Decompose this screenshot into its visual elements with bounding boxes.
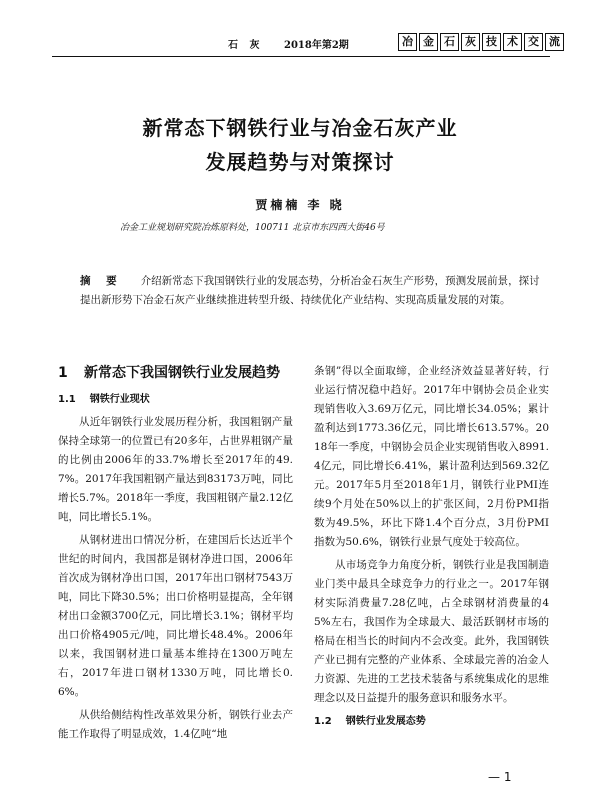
section-1-heading [58,362,293,384]
subsection-title: 钢铁行业现状 [89,394,150,405]
abstract [80,272,540,310]
column-label-char: 灰 [461,33,480,51]
subsection-number: 1.2 [314,716,332,727]
journal-name: 石 灰 [228,40,264,51]
column-label-char: 交 [524,33,543,51]
section-number: 1 [58,365,68,381]
column-label [398,33,566,51]
abstract-label: 摘 要 [80,275,123,287]
column-label-char: 冶 [398,33,417,51]
paragraph: 从钢材进出口情况分析，在建国后长达近半个世纪的时间内，我国都是钢材净进口国，2006年首次成为钢材净出口国，2017年出口钢材7543万吨，同比下降30.5%；出口价格明显提高，全年钢材出口金额3700亿元，同比增长3.1%；钢材平均出口价格4905元/吨，同比增长48.4%。2006年以来，我国钢材进口量基本维持在1300万吨左右，2017年进口钢材1330万吨，同比增长0.6%。 [58,534,293,698]
page-number: — 1 [488,770,512,784]
subsection-title: 钢铁行业发展态势 [345,716,426,727]
paragraph: 条钢”得以全面取缔，企业经济效益显著好转，行业运行情况稳中趋好。2017年中钢协会员企业实现销售收入3.69万亿元，同比增长34.05%；累计盈利达到1773.36亿元，同比增长613.57%。2018年一季度，中钢协会员企业实现销售收入8991.4亿元，同比增长6.41%，累计盈利达到569.32亿元。2017年5月至2018年1月，钢铁行业PMI连续9个月处在50%以上的扩张区间，2月份PMI指数为49.5%，环比下降1.4个百分点，3月份PMI指数为50.6%，钢铁行业景气度处于较高位。 [314,365,549,548]
affiliation: 冶金工业规划研究院冶炼原料处，100711 北京市东四西大街46号 [120,223,385,233]
journal-issue: 2018年第2期 [284,40,349,51]
article-title-line-2: 发展趋势与对策探讨 [205,150,395,174]
column-label-char: 流 [545,33,564,51]
column-label-char: 金 [419,33,438,51]
paragraph: 从供给侧结构性改革效果分析，钢铁行业去产能工作取得了明显成效，1.4亿吨“地 [58,709,293,740]
abstract-text: 介绍新常态下我国钢铁行业的发展态势，分析冶金石灰生产形势，预测发展前景，探讨提出新形势下冶金石灰产业继续推进转型升级、持续优化产业结构、实现高质量发展的对策。 [80,275,540,306]
article-title-line-1: 新常态下钢铁行业与冶金石灰产业 [142,116,458,140]
right-column [314,362,549,735]
paragraph: 从市场竞争力角度分析，钢铁行业是我国制造业门类中最具全球竞争力的行业之一。2017年钢材实际消费量7.28亿吨，占全球钢材消费量的45%左右，我国作为全球最大、最活跃钢材市场的格局在相当长的时间内不会改变。此外，我国钢铁产业已拥有完整的产业体系、全球最完善的冶金人力资源、先进的工艺技术装备与系统集成化的思维理念以及日益提升的服务意识和服务水平。 [314,559,549,704]
column-label-char: 术 [503,33,522,51]
column-label-char: 石 [440,33,459,51]
column-label-char: 技 [482,33,501,51]
section-title: 新常态下我国钢铁行业发展趋势 [84,365,280,381]
section-1-2-heading [314,712,549,731]
paragraph: 从近年钢铁行业发展历程分析，我国粗钢产量保持全球第一的位置已有20多年，占世界粗钢产量的比例由2006年的33.7%增长至2017年的49.7%。2017年我国粗钢产量达到83173万吨，同比增长5.7%。2018年一季度，我国粗钢产量2.12亿吨，同比增长5.1%。 [58,416,293,523]
section-1-1-heading [58,390,293,409]
subsection-number: 1.1 [58,394,76,405]
left-column [58,362,293,748]
authors: 贾楠楠 李 晓 [255,198,345,212]
header-divider [52,56,550,57]
